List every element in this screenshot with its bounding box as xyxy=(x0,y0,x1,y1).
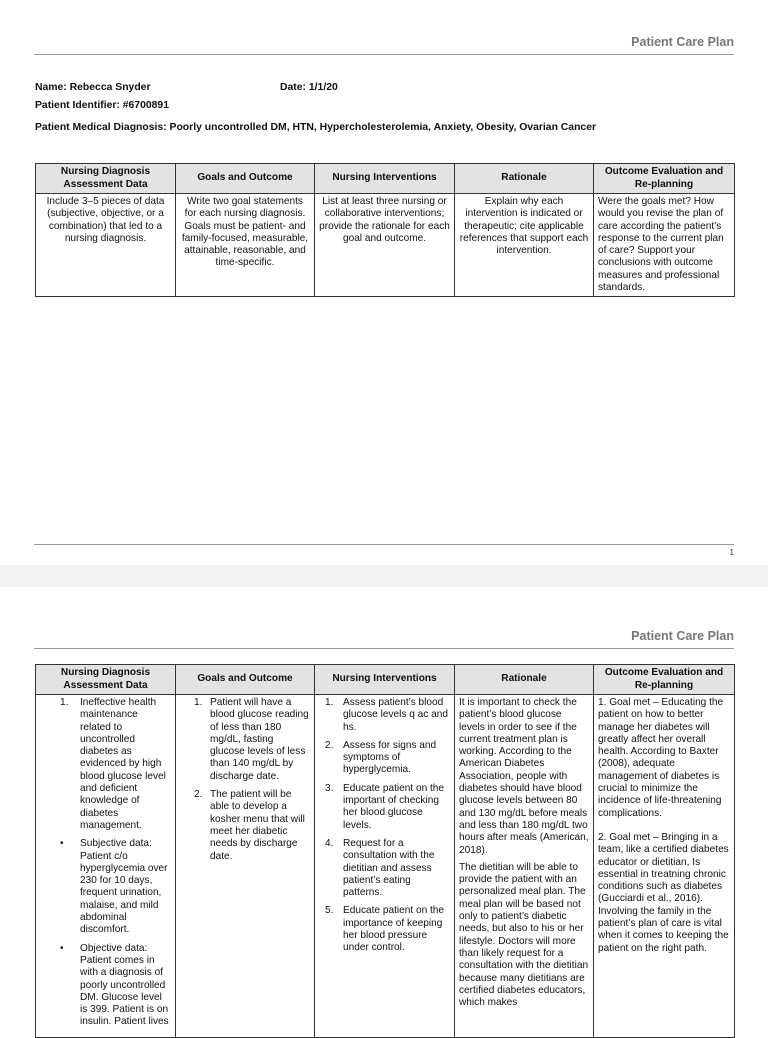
column-header: Goals and Outcome xyxy=(176,164,315,194)
header-rule xyxy=(34,54,734,55)
instruction-cell: Were the goals met? How would you revise the plan of care according the patient’s response to the current plan of care? Support your conclusions with outcome measures and professional standards. xyxy=(594,194,735,297)
list-item: 1. Patient will have a blood glucose reading of less than 180 mg/dL, fasting glucose levels of less than 140 mg/dL by discharge date. xyxy=(194,697,309,782)
medical-diagnosis: Patient Medical Diagnosis: Poorly uncontrolled DM, HTN, Hypercholesterolemia, Anxiety, Obesity, Ovarian Cancer xyxy=(35,122,597,133)
list-item: 2. The patient will be able to develop a kosher menu that will meet her diabetic needs by discharge date. xyxy=(194,789,305,862)
instructions-table xyxy=(35,163,735,297)
list-item: 3. Educate patient on the important of checking her blood glucose levels. xyxy=(325,782,445,831)
table-header-row xyxy=(36,164,735,194)
page-gap xyxy=(0,565,768,587)
table-row xyxy=(36,695,735,1038)
rationale-cell xyxy=(455,695,594,1038)
interventions-cell xyxy=(315,695,455,1038)
evaluation-paragraph: 1. Goal met – Educating the patient on how to better manage her diabetes will greatly affect her overall health. According to Baxter (2008), adequate management of diabetes is crucial to minimize the incidence of life-threatening complications. xyxy=(598,697,724,819)
column-header: Nursing Interventions xyxy=(315,665,455,695)
header-rule xyxy=(34,648,734,649)
instruction-cell: Write two goal statements for each nursing diagnosis. Goals must be patient- and family-focused, measurable, attainable, reasonable, and time-specific. xyxy=(176,194,315,297)
patient-name: Name: Rebecca Snyder xyxy=(35,82,151,93)
diagnosis-cell xyxy=(36,695,176,1038)
column-header: Nursing Diagnosis Assessment Data xyxy=(36,164,176,194)
column-header: Rationale xyxy=(455,665,594,695)
rationale-paragraph: It is important to check the patient’s blood glucose levels in order to see if the current treatment plan is working. According to the American Diabetes Association, people with diabetes should have blood glucose levels between 80 and 130 mg/dL before meals and less than 180 mg/dL two hours after meals (American, 2018). xyxy=(459,697,589,856)
care-plan-table xyxy=(35,664,735,1038)
list-item: 1. Assess patient’s blood glucose levels q ac and hs. xyxy=(325,697,448,733)
evaluation-cell xyxy=(594,695,735,1038)
list-item: 5. Educate patient on the importance of keeping her blood pressure under control. xyxy=(325,905,445,954)
footer-rule xyxy=(34,544,734,545)
goals-cell xyxy=(176,695,315,1038)
evaluation-paragraph: 2. Goal met – Bringing in a team, like a certified diabetes educator or dietitian, Is essential in treatning chronic conditions such as diabetes (Gucciardi et al., 2016). Involving the family in the patient’s plan of care is vital when it comes to keeping the patient on the right path. xyxy=(598,831,729,954)
column-header: Outcome Evaluation and Re-planning xyxy=(594,665,735,695)
instruction-cell: List at least three nursing or collaborative interventions; provide the rationale for each goal and outcome. xyxy=(315,194,455,297)
header-title: Patient Care Plan xyxy=(631,35,734,49)
list-item: 1. Ineffective health maintenance related to uncontrolled diabetes as evidenced by high blood glucose level and deficient knowledge of diabetes management. xyxy=(60,697,166,831)
table-row xyxy=(36,194,735,297)
page-2 xyxy=(0,587,768,1028)
list-item: 2. Assess for signs and symptoms of hyperglycemia. xyxy=(325,739,437,776)
column-header: Nursing Interventions xyxy=(315,164,455,194)
column-header: Nursing Diagnosis Assessment Data xyxy=(36,665,176,695)
header-title: Patient Care Plan xyxy=(631,629,734,643)
rationale-paragraph: The dietitian will be able to provide the patient with an personalized meal plan. The meal plan will be based not only to patient’s diabetic needs, but also to his or her lifestyle. Doctors will more than likely request for a consultation with the dietitian because many dietitians are certified diabetes educators, which makes xyxy=(459,861,589,1009)
table-header-row xyxy=(36,665,735,695)
list-item: • Subjective data: Patient c/o hyperglycemia over 230 for 10 days, frequent urination, malaise, and mild abdominal discomfort. xyxy=(60,838,168,936)
list-item: 4. Request for a consultation with the dietitian and assess patient’s eating patterns. xyxy=(325,837,435,899)
column-header: Rationale xyxy=(455,164,594,194)
column-header: Goals and Outcome xyxy=(176,665,315,695)
column-header: Outcome Evaluation and Re-planning xyxy=(594,164,735,194)
instruction-cell: Explain why each intervention is indicated or therapeutic; cite applicable references that support each intervention. xyxy=(455,194,594,297)
page-number: 1 xyxy=(729,548,734,557)
instruction-cell: Include 3–5 pieces of data (subjective, objective, or a combination) that led to a nursing diagnosis. xyxy=(36,194,176,297)
patient-identifier: Patient Identifier: #6700891 xyxy=(35,100,169,111)
list-item: • Objective data: Patient comes in with a diagnosis of poorly uncontrolled DM. Glucose level is 399. Patient is on insulin. Patient lives xyxy=(60,942,169,1028)
plan-date: Date: 1/1/20 xyxy=(280,82,338,93)
